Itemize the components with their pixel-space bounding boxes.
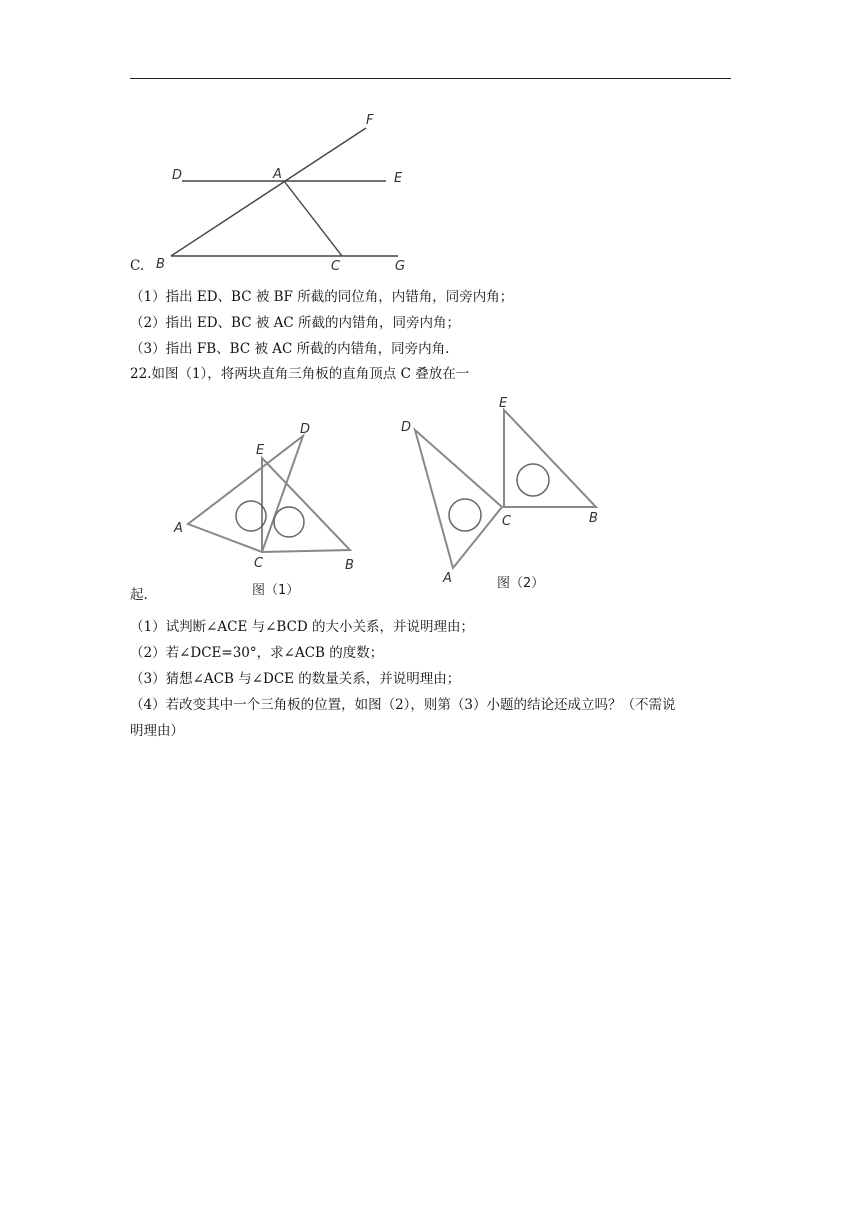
- fig2-point-e: E: [499, 396, 508, 411]
- line-bf: [171, 128, 366, 256]
- fig1-point-a: A: [174, 521, 183, 536]
- point-f-label: F: [366, 113, 374, 128]
- q22-item-4: （4）若改变其中一个三角板的位置，如图（2），则第（3）小题的结论还成立吗？（不需说: [130, 697, 676, 713]
- fig2-point-c: C: [502, 514, 512, 529]
- point-e-label: E: [394, 171, 403, 186]
- triangle-dac: [415, 430, 502, 568]
- point-c-label: C: [331, 259, 341, 274]
- fig1-point-d: D: [300, 422, 311, 437]
- fig1-caption: 图（1）: [252, 583, 300, 598]
- figure-2: [401, 396, 598, 591]
- q21-item-1: （1）指出 ED、BC 被 BF 所截的同位角，内错角，同旁内角；: [130, 289, 514, 305]
- board-hole-4: [517, 464, 549, 496]
- figure-1: [173, 422, 354, 598]
- option-c-label: C.: [130, 258, 145, 274]
- q21-item-3: （3）指出 FB、BC 被 AC 所截的内错角，同旁内角.: [130, 341, 450, 357]
- fig1-point-e: E: [256, 443, 265, 458]
- fig2-point-a: A: [443, 571, 452, 586]
- q22-stem-end: 起.: [130, 587, 148, 603]
- q22-item-2: （2）若∠DCE=30°，求∠ACB 的度数；: [130, 645, 384, 661]
- figure-parallel-lines: [120, 105, 430, 280]
- q21-item-2: （2）指出 ED、BC 被 AC 所截的内错角，同旁内角；: [130, 315, 461, 331]
- q22-item-1: （1）试判断∠ACE 与∠BCD 的大小关系，并说明理由；: [130, 619, 475, 635]
- triangle-ecb: [262, 458, 350, 552]
- fig2-caption: 图（2）: [497, 576, 545, 591]
- q22-item-3: （3）猜想∠ACB 与∠DCE 的数量关系，并说明理由；: [130, 671, 461, 687]
- point-a-label: A: [273, 167, 282, 182]
- q22-item-4-cont: 明理由）: [130, 723, 184, 739]
- board-hole-2: [274, 507, 304, 537]
- fig1-point-c: C: [254, 556, 264, 571]
- fig2-point-d: D: [401, 420, 412, 435]
- header-rule: [130, 78, 731, 79]
- fig2-point-b: B: [589, 511, 598, 526]
- point-b-label: B: [156, 257, 165, 272]
- triangle-ecb-2: [504, 410, 596, 507]
- point-g-label: G: [395, 259, 406, 274]
- board-hole-3: [449, 499, 481, 531]
- point-d-label: D: [172, 168, 183, 183]
- line-ac: [284, 181, 342, 256]
- triangle-acd: [188, 436, 303, 552]
- q22-stem: 22.如图（1），将两块直角三角板的直角顶点 C 叠放在一: [130, 366, 470, 382]
- figure-triangle-boards: [170, 390, 610, 600]
- fig1-point-b: B: [345, 558, 354, 573]
